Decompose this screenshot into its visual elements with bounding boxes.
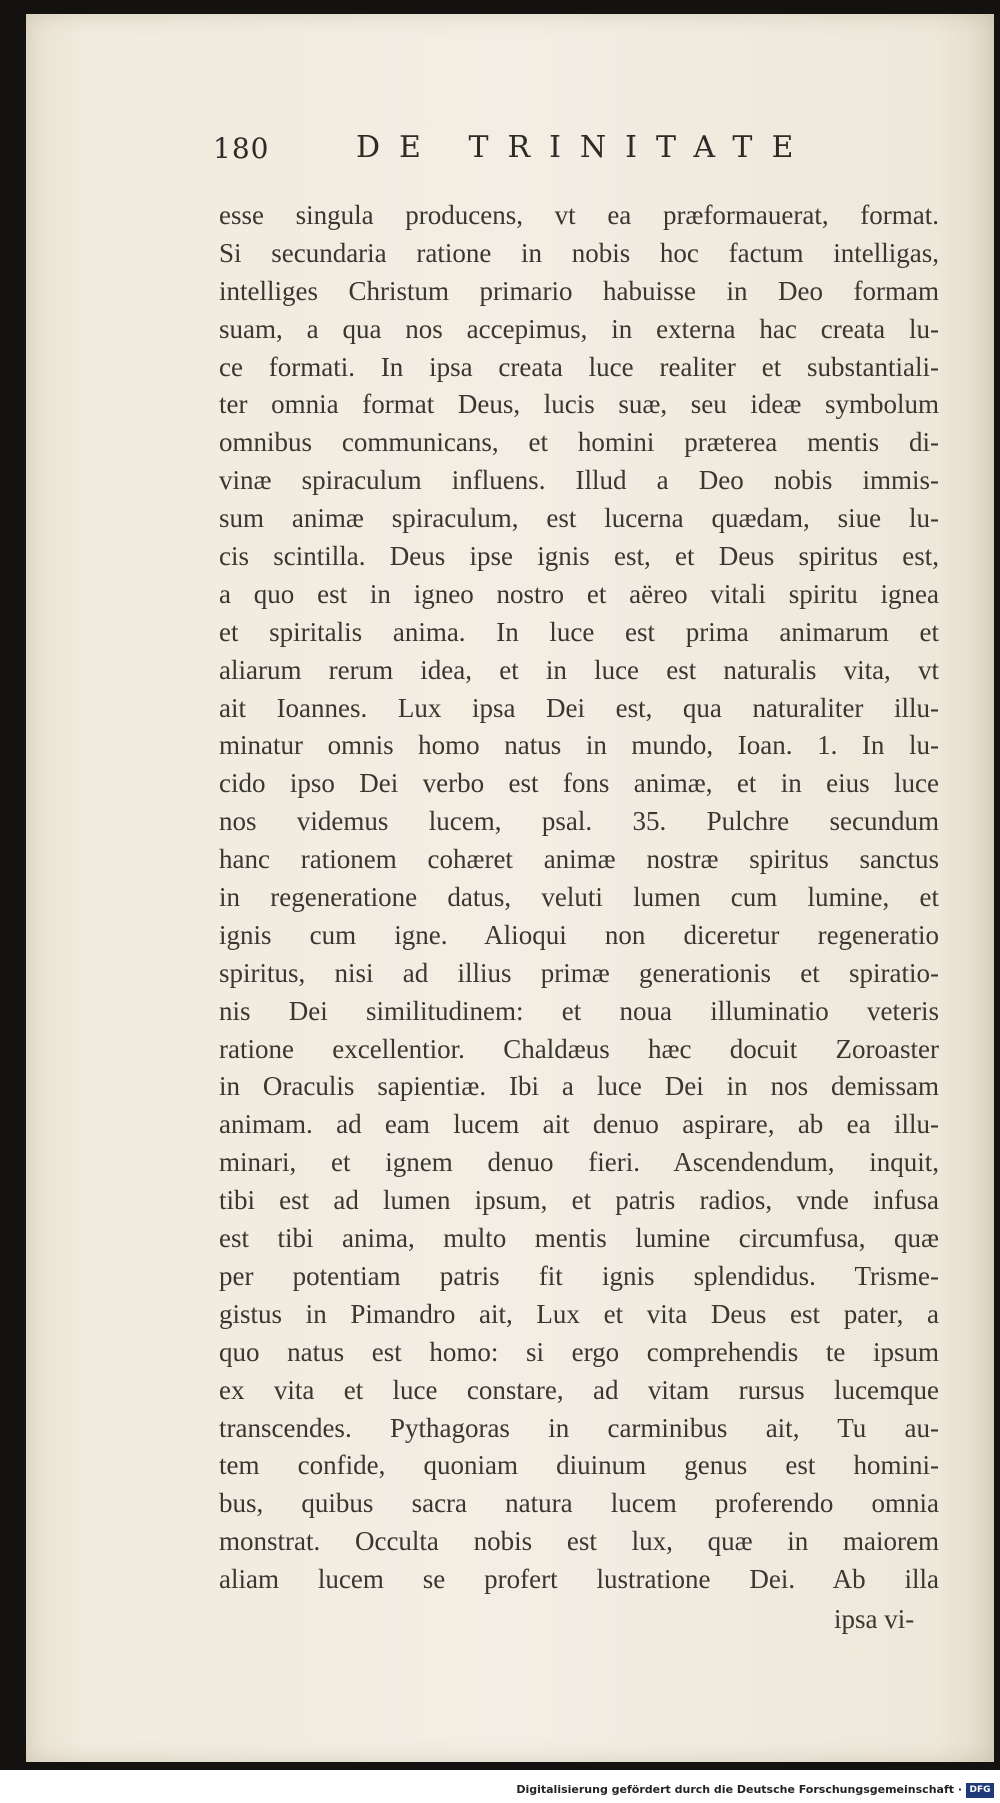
text-line: et spiritalis anima. In luce est prima animarum et: [219, 616, 939, 647]
text-line: ratione excellentior. Chaldæus hæc docuit Zoroaster: [219, 1033, 939, 1064]
text-line: Si secundaria ratione in nobis hoc factum intelligas,: [219, 237, 939, 268]
text-line: aliam lucem se profert lustratione Dei. Ab illa: [219, 1564, 939, 1595]
text-line: est tibi anima, multo mentis lumine circumfusa, quæ: [219, 1223, 939, 1254]
text-line: in Oraculis sapientiæ. Ibi a luce Dei in nos demissam: [219, 1071, 939, 1102]
running-title: DE TRINITATE: [356, 130, 813, 165]
text-line: intelliges Christum primario habuisse in Deo formam: [219, 275, 939, 306]
dfg-logo: DFG: [966, 1783, 994, 1798]
text-line: vinæ spiraculum influens. Illud a Deo nobis immis-: [219, 465, 939, 496]
text-line: monstrat. Occulta nobis est lux, quæ in maiorem: [219, 1526, 939, 1557]
text-line: ex vita et luce constare, ad vitam rursus lucemque: [219, 1374, 939, 1405]
text-line: tibi est ad lumen ipsum, et patris radios, vnde infusa: [219, 1185, 939, 1216]
text-line: cis scintilla. Deus ipse ignis est, et Deus spiritus est,: [219, 541, 939, 572]
footer-bar: [0, 1781, 1000, 1803]
text-line: minatur omnis homo natus in mundo, Ioan. 1. In lu-: [219, 730, 939, 761]
text-line: in regeneratione datus, veluti lumen cum lumine, et: [219, 882, 939, 913]
text-line: omnibus communicans, et homini præterea mentis di-: [219, 427, 939, 458]
text-line: hanc rationem cohæret animæ nostræ spiritus sanctus: [219, 844, 939, 875]
running-head: [213, 132, 813, 172]
text-line: suam, a qua nos accepimus, in externa hac creata lu-: [219, 313, 939, 344]
text-line: per potentiam patris fit ignis splendidus. Trisme-: [219, 1260, 939, 1291]
text-line: cido ipso Dei verbo est fons animæ, et in eius luce: [219, 768, 939, 799]
text-line: gistus in Pimandro ait, Lux et vita Deus est pater, a: [219, 1298, 939, 1329]
page-number: 180: [213, 132, 270, 165]
text-line: tem confide, quoniam diuinum genus est homini-: [219, 1450, 939, 1481]
text-line: animam. ad eam lucem ait denuo aspirare, ab ea illu-: [219, 1109, 939, 1140]
body-text: [219, 197, 939, 1599]
digitization-credit: Digitalisierung gefördert durch die Deutsche Forschungsgemeinschaft ·: [516, 1783, 962, 1796]
text-line: spiritus, nisi ad illius primæ generationis et spiratio-: [219, 957, 939, 988]
text-line: esse singula producens, vt ea præformauerat, format.: [219, 200, 939, 230]
text-line: ter omnia format Deus, lucis suæ, seu ideæ symbolum: [219, 389, 939, 420]
book-page: [26, 14, 994, 1762]
text-line: quo natus est homo: si ergo comprehendis te ipsum: [219, 1336, 939, 1367]
text-line: bus, quibus sacra natura lucem proferendo omnia: [219, 1488, 939, 1519]
text-line: a quo est in igneo nostro et aëreo vitali spiritu ignea: [219, 578, 939, 609]
text-line: transcendes. Pythagoras in carminibus ait, Tu au-: [219, 1412, 939, 1443]
text-line: sum animæ spiraculum, est lucerna quædam, siue lu-: [219, 503, 939, 534]
text-line: nis Dei similitudinem: et noua illuminatio veteris: [219, 995, 939, 1026]
text-line: ce formati. In ipsa creata luce realiter et substantiali-: [219, 351, 939, 382]
text-line: minari, et ignem denuo fieri. Ascendendum, inquit,: [219, 1147, 939, 1178]
text-line: ignis cum igne. Alioqui non diceretur regeneratio: [219, 919, 939, 950]
text-line: nos videmus lucem, psal. 35. Pulchre secundum: [219, 806, 939, 837]
text-line: aliarum rerum idea, et in luce est naturalis vita, vt: [219, 654, 939, 685]
text-line: ait Ioannes. Lux ipsa Dei est, qua naturaliter illu-: [219, 692, 939, 723]
catchword: ipsa vi-: [834, 1604, 915, 1634]
